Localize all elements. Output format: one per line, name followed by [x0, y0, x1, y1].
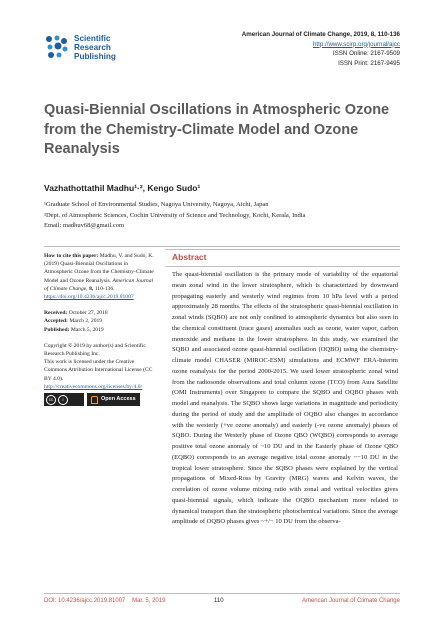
- copyright-text: Copyright © 2019 by author(s) and Scientific Research Publishing Inc.: [44, 342, 146, 358]
- publisher-line-3: Publishing: [74, 52, 116, 61]
- issn-online: ISSN Online: 2167-9509: [332, 50, 400, 57]
- article-authors: Vazhathottathil Madhu¹·², Kengo Sudo¹: [44, 183, 201, 193]
- header-divider: [44, 246, 400, 247]
- footer-journal: American Journal of Climate Change: [301, 598, 400, 604]
- dates-block: [44, 309, 158, 334]
- citation-block: [44, 252, 158, 301]
- accepted-date: March 2, 2019: [69, 318, 103, 325]
- abstract-body: [172, 270, 398, 528]
- received-date: October 27, 2018: [68, 310, 108, 317]
- license-text: This work is licensed under the Creative Commons Attribution International License (CC BY 4.0).: [44, 359, 153, 382]
- publisher-logo[interactable]: [44, 32, 144, 64]
- abstract-text: The quasi-biennial oscillation is the primary mode of variability of the equatorial mean zonal wind in the lower stratosphere, which is characterized by downward propagating easterly and westerly wind regimes from 10 hPa level with a period approximately 28 months. The effects of the stratospheric quasi-biennial oscillation in zonal winds (SQBO) are not only confined to atmospheric dynamics but also seen in the chemical constituent (trace gases) anomalies such as ozone, water vapor, carbon monoxide and methane in the lower stratosphere. In this study, we examined the SQBO and associated ozone quasi-biennial oscillation (OQBO) using the chemistry-climate model CHASER (MIROC-ESM) simulations and ECMWF ERA-Interim ozone reanalysis for the period 2000-2015. We used lower stratospheric zonal wind from the radiosonde observations and total column ozone (TCO) from Aura Satellite (OMI Instruments) over Singapore to compare the SQBO and OQBO phases with model and reanalysis. The SQBO shows large variations in magnitude and periodicity during the period of study and the amplitude of OQBO also changes in accordance with the westerly (+ve ozone anomaly) and easterly (-ve ozone anomaly) phases of SQBO. During the Westerly phase of Ozone QBO (WQBO) corresponds to average positive total ozone anomaly of ~10 DU and in the Easterly phase of Ozone QBO (EQBO) corresponds to an average negative total ozone anomaly ~−10 DU in the tropical lower stratosphere. Since the SQBO phases were explained by the vertical propagations of Mixed-Ross by Gravity (MRG) waves and Kelvin waves, the correlation of ozone volume mixing ratio with zonal and vertical velocities gives quasi-biennial signals, which indicate the OQBO mechanism more related to dynamical transport than the stratospheric photochemical variations. Since the average amplitude of OQBO phases gives ~+/− 10 DU from the observa-: [172, 271, 398, 526]
- open-access-badge[interactable]: [87, 393, 140, 406]
- affiliation-2: ²Dept. of Atmospheric Sciences, Cochin University of Science and Technology, Kochi, Kerala, India: [44, 211, 306, 219]
- page-footer: [44, 593, 400, 604]
- received-row: [44, 309, 158, 317]
- article-sidebar: [44, 252, 158, 414]
- affiliations: [44, 200, 305, 232]
- cc-by-badge[interactable]: [44, 393, 84, 406]
- license-badges: [44, 393, 158, 406]
- affiliation-1: ¹Graduate School of Environmental Studies, Nagoya University, Nagoya, Aichi, Japan: [44, 201, 269, 208]
- published-row: [44, 326, 158, 334]
- journal-url-link[interactable]: http://www.scirp.org/journal/ajcc: [312, 40, 400, 48]
- page-number: 110: [214, 598, 224, 604]
- open-access-label: Open Access: [101, 396, 136, 403]
- published-label: Published:: [44, 326, 70, 333]
- cite-journal: American Journal of Climate Change,: [44, 277, 154, 292]
- abstract-heading: Abstract: [172, 252, 207, 262]
- publisher-line-2: Research: [74, 43, 111, 52]
- issn-print: ISSN Print: 2167-9495: [338, 59, 400, 67]
- cite-doi-link[interactable]: https://doi.org/10.4236/ajcc.2019.81007: [44, 294, 134, 301]
- cite-text: Madhu, V. and Sudo, K. (2019) Quasi-Biennial Oscillations in Atmospheric Ozone from the Chemistry-Climate Model and Ozone Reanalysis.: [44, 253, 154, 284]
- cite-volume: 8,: [89, 285, 94, 292]
- footer-doi-date: [44, 598, 165, 604]
- cite-pages: 110-136.: [94, 285, 115, 292]
- publisher-name: [74, 34, 116, 61]
- cite-label: How to cite this paper:: [44, 253, 99, 259]
- received-label: Received:: [44, 310, 68, 317]
- journal-info: [242, 30, 400, 68]
- accepted-label: Accepted:: [44, 318, 68, 325]
- footer-doi[interactable]: DOI: 10.4236/ajcc.2019.81007: [44, 598, 126, 604]
- journal-citation-line: American Journal of Climate Change, 2019, 8, 110-136: [241, 31, 400, 38]
- published-date: March 5, 2019: [70, 326, 104, 333]
- attribution-icon: i: [58, 395, 68, 405]
- footer-date: Mar. 5, 2019: [132, 598, 166, 604]
- copyright-block: [44, 342, 158, 406]
- open-lock-icon: [91, 396, 98, 404]
- scirp-logo-icon: [44, 34, 70, 60]
- article-title: Quasi-Biennial Oscillations in Atmospheric Ozone from the Chemistry-Climate Model and Ozone Reanalysis: [44, 102, 390, 157]
- cc-icon: cc: [46, 395, 56, 405]
- license-link[interactable]: http://creativecommons.org/licenses/by/4.0/: [44, 383, 143, 390]
- abstract-header: [165, 249, 400, 267]
- accepted-row: [44, 317, 158, 325]
- publisher-line-1: Scientific: [74, 34, 111, 43]
- author-email[interactable]: Email: madhuv68@gmail.com: [44, 222, 124, 229]
